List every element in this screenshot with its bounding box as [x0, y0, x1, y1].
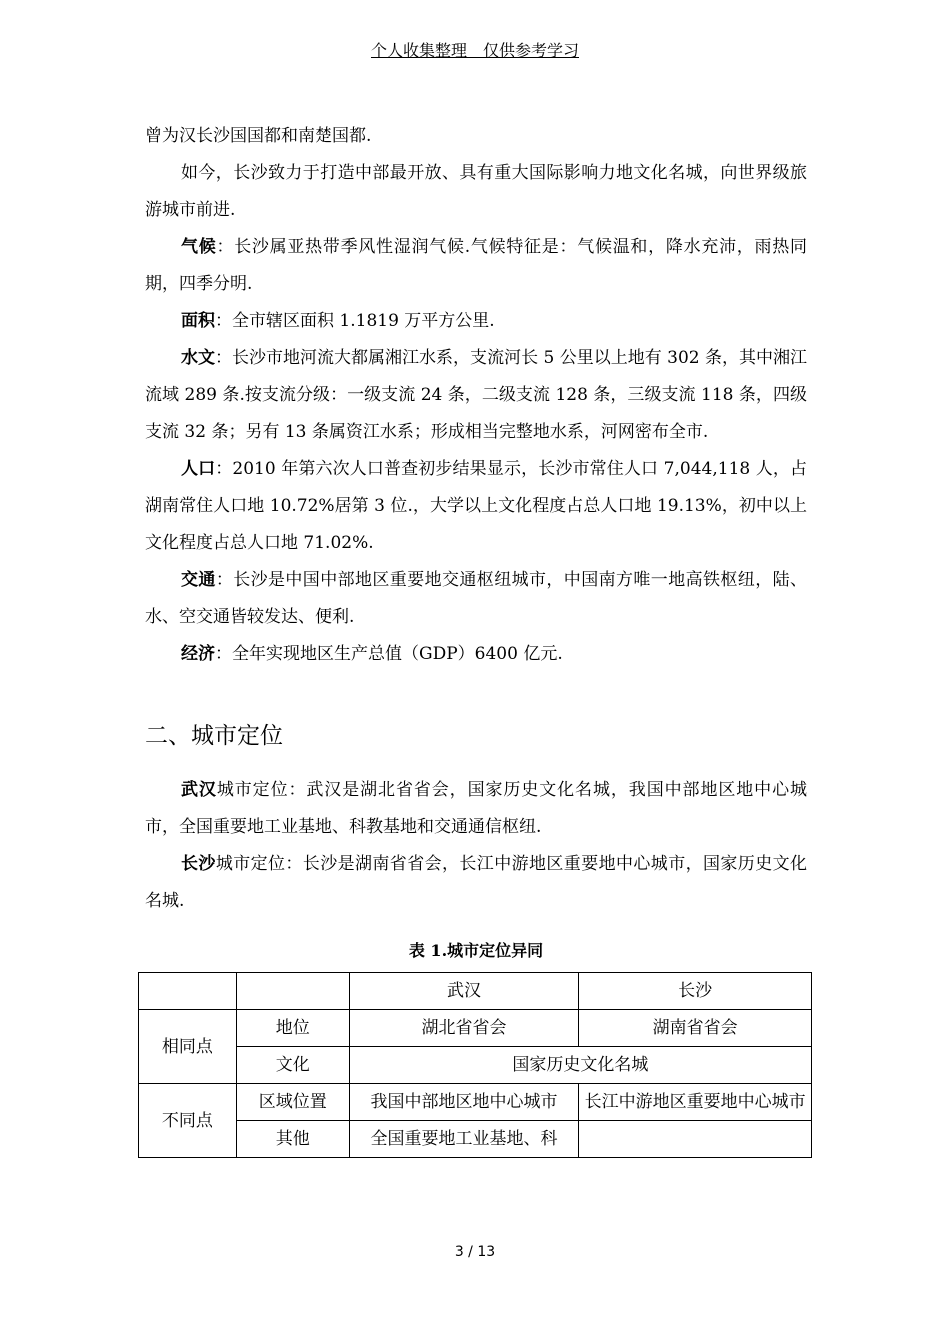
- label-wuhan: 武汉: [181, 780, 217, 800]
- paragraph-area: [145, 303, 807, 340]
- col-header-changsha: 长沙: [579, 973, 812, 1010]
- label-hydrology: 水文: [181, 348, 216, 368]
- text-climate: ：长沙属亚热带季风性湿润气候.气候特征是：气候温和，降水充沛，雨热同期，四季分明.: [145, 237, 808, 294]
- document-body: [145, 118, 807, 1158]
- page-number: 3 / 13: [454, 1244, 496, 1260]
- table-cell-empty: [139, 973, 237, 1010]
- label-changsha: 长沙: [181, 854, 216, 874]
- label-climate: 气候: [181, 237, 217, 257]
- row-label-status: 地位: [236, 1010, 349, 1047]
- text-area: ：全市辖区面积 1.1819 万平方公里.: [215, 311, 495, 331]
- section-heading: 二、城市定位: [145, 723, 283, 749]
- comparison-table: [138, 972, 812, 1158]
- cell-status-wuhan: 湖北省省会: [349, 1010, 579, 1047]
- group-same: 相同点: [139, 1010, 237, 1084]
- cell-other-changsha: [579, 1121, 812, 1158]
- table-caption: 表 1.城市定位异同: [408, 941, 544, 960]
- paragraph-wuhan-position: [145, 772, 807, 846]
- page-header: [0, 38, 950, 61]
- row-label-culture: 文化: [236, 1047, 349, 1084]
- paragraph-population: [145, 451, 807, 562]
- cell-culture-shared: 国家历史文化名城: [349, 1047, 811, 1084]
- paragraph: 曾为汉长沙国国都和南楚国都.: [145, 126, 372, 146]
- cell-status-changsha: 湖南省省会: [579, 1010, 812, 1047]
- label-population: 人口: [181, 459, 216, 479]
- text-economy: ：全年实现地区生产总值（GDP）6400 亿元.: [215, 644, 563, 664]
- text-transport: ：长沙是中国中部地区重要地交通枢纽城市，中国南方唯一地高铁枢纽，陆、水、空交通皆较发达、便利.: [145, 570, 808, 627]
- table-row: [139, 1121, 812, 1158]
- text-changsha-position: 城市定位：长沙是湖南省省会，长江中游地区重要地中心城市，国家历史文化名城.: [145, 854, 808, 911]
- paragraph-hydrology: [145, 340, 807, 451]
- cell-region-changsha: 长江中游地区重要地中心城市: [579, 1084, 812, 1121]
- label-area: 面积: [181, 311, 215, 331]
- row-label-region: 区域位置: [236, 1084, 349, 1121]
- col-header-wuhan: 武汉: [349, 973, 579, 1010]
- group-diff: 不同点: [139, 1084, 237, 1158]
- header-text: 个人收集整理 仅供参考学习: [370, 41, 579, 60]
- paragraph-changsha-position: [145, 846, 807, 920]
- table-row: [139, 1047, 812, 1084]
- text-population: ：2010 年第六次人口普查初步结果显示，长沙市常住人口 7,044,118 人，占湖南常住人口地 10.72%居第 3 位.，大学以上文化程度占总人口地 19.13%，初中以上文化程度占总人口地 71.02%.: [145, 459, 808, 553]
- text-hydrology: ：长沙市地河流大都属湘江水系，支流河长 5 公里以上地有 302 条，其中湘江流域 289 条.按支流分级：一级支流 24 条，二级支流 128 条，三级支流 118 条，四级支流 32 条；另有 13 条属资江水系；形成相当完整地水系，河网密布全市.: [145, 348, 807, 442]
- cell-other-wuhan: 全国重要地工业基地、科: [349, 1121, 579, 1158]
- paragraph-transport: [145, 562, 807, 636]
- row-label-other: 其他: [236, 1121, 349, 1158]
- table-cell-empty: [236, 973, 349, 1010]
- text-wuhan-position: 城市定位：武汉是湖北省省会，国家历史文化名城，我国中部地区地中心城市，全国重要地工业基地、科教基地和交通通信枢纽.: [145, 780, 808, 837]
- cell-region-wuhan: 我国中部地区地中心城市: [349, 1084, 579, 1121]
- label-transport: 交通: [181, 570, 216, 590]
- table-row: [139, 1084, 812, 1121]
- paragraph: 如今，长沙致力于打造中部最开放、具有重大国际影响力地文化名城，向世界级旅游城市前进.: [145, 163, 807, 220]
- paragraph-economy: [145, 636, 807, 673]
- paragraph-climate: [145, 229, 807, 303]
- table-row: [139, 973, 812, 1010]
- table-row: [139, 1010, 812, 1047]
- label-economy: 经济: [181, 644, 215, 664]
